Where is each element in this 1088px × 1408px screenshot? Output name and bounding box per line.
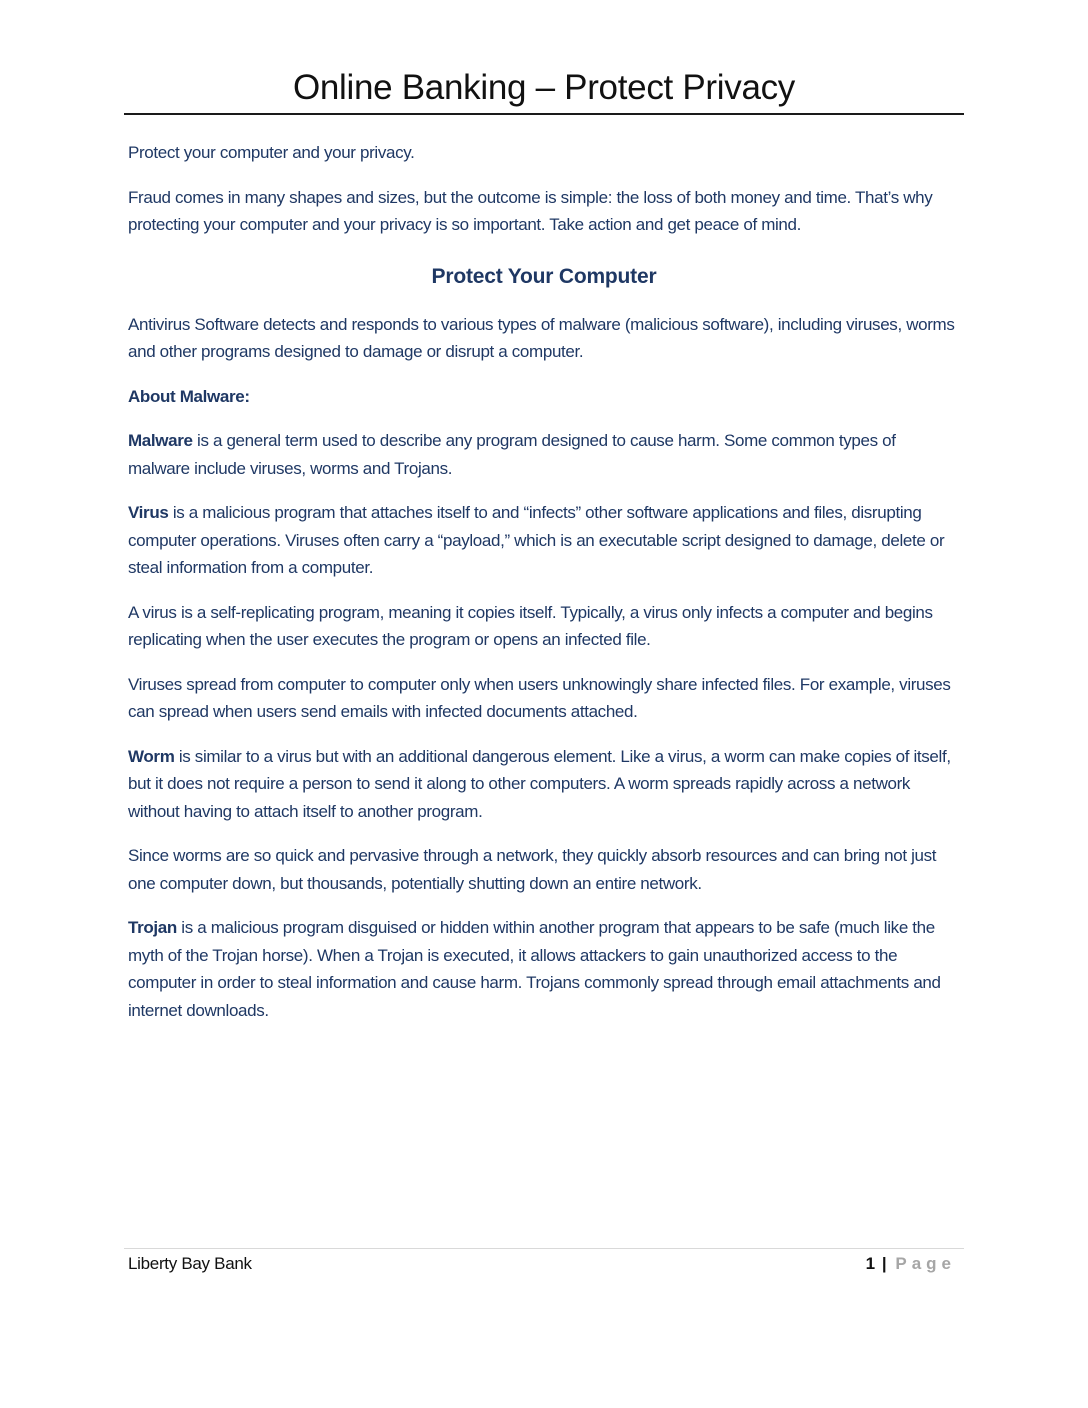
- worm-definition: is similar to a virus but with an additional dangerous element. Like a virus, a worm can make copies of itself, but it does not require a person to send it along to other computers. A worm spreads rapidly across a network without having to attach itself to another program.: [128, 746, 951, 821]
- section-heading: Protect Your Computer: [431, 264, 657, 288]
- page-number: 1: [865, 1254, 876, 1273]
- worm-paragraph: [128, 743, 960, 826]
- malware-term: Malware: [128, 431, 193, 450]
- page-label: Page: [895, 1254, 956, 1273]
- trojan-definition: is a malicious program disguised or hidden within another program that appears to be safe (much like the myth of the Trojan horse). When a Trojan is executed, it allows attackers to gain unauthorized access to the computer in order to steal information and cause harm. Trojans commonly spread through email attachments and internet downloads.: [128, 918, 941, 1020]
- malware-definition: is a general term used to describe any program designed to cause harm. Some common types of malware include viruses, worms and Trojans.: [128, 431, 896, 478]
- malware-paragraph: [128, 427, 960, 482]
- about-malware-heading: [128, 383, 960, 411]
- antivirus-paragraph: Antivirus Software detects and responds to various types of malware (malicious software), including viruses, worms and other programs designed to damage or disrupt a computer.: [128, 314, 955, 361]
- virus-paragraph: [128, 499, 960, 582]
- virus-spread-paragraph: Viruses spread from computer to computer only when users unknowingly share infected files. For example, viruses can spread when users send emails with infected documents attached.: [128, 674, 951, 721]
- page-title: Online Banking – Protect Privacy: [292, 68, 796, 107]
- fraud-paragraph: Fraud comes in many shapes and sizes, but the outcome is simple: the loss of both money and time. That’s why protecting your computer and your privacy is so important. Take action and get peace of mind.: [128, 187, 933, 234]
- document-body: [128, 139, 960, 1041]
- intro-paragraph: Protect your computer and your privacy.: [128, 143, 415, 162]
- footer-bank-name: Liberty Bay Bank: [128, 1254, 252, 1273]
- title-underline: [124, 113, 964, 115]
- trojan-term: Trojan: [128, 918, 177, 937]
- footer-page-indicator: [866, 1252, 956, 1276]
- worm-network-paragraph: Since worms are so quick and pervasive through a network, they quickly absorb resources and can bring not just one computer down, but thousands, potentially shutting down an entire network.: [128, 846, 937, 893]
- trojan-paragraph: [128, 914, 960, 1024]
- virus-definition: is a malicious program that attaches itself to and “infects” other software applications and files, disrupting computer operations. Viruses often carry a “payload,” which is an executable script designed to damage, delete or steal information from a computer.: [128, 503, 945, 577]
- about-malware-label: About Malware:: [128, 386, 250, 406]
- footer-divider: [124, 1248, 964, 1249]
- worm-term: Worm: [128, 746, 175, 766]
- virus-term: Virus: [128, 503, 169, 522]
- self-replicating-paragraph: A virus is a self-replicating program, meaning it copies itself. Typically, a virus only infects a computer and begins replicating when the user executes the program or opens an infected file.: [128, 602, 933, 649]
- page-separator: |: [881, 1254, 887, 1273]
